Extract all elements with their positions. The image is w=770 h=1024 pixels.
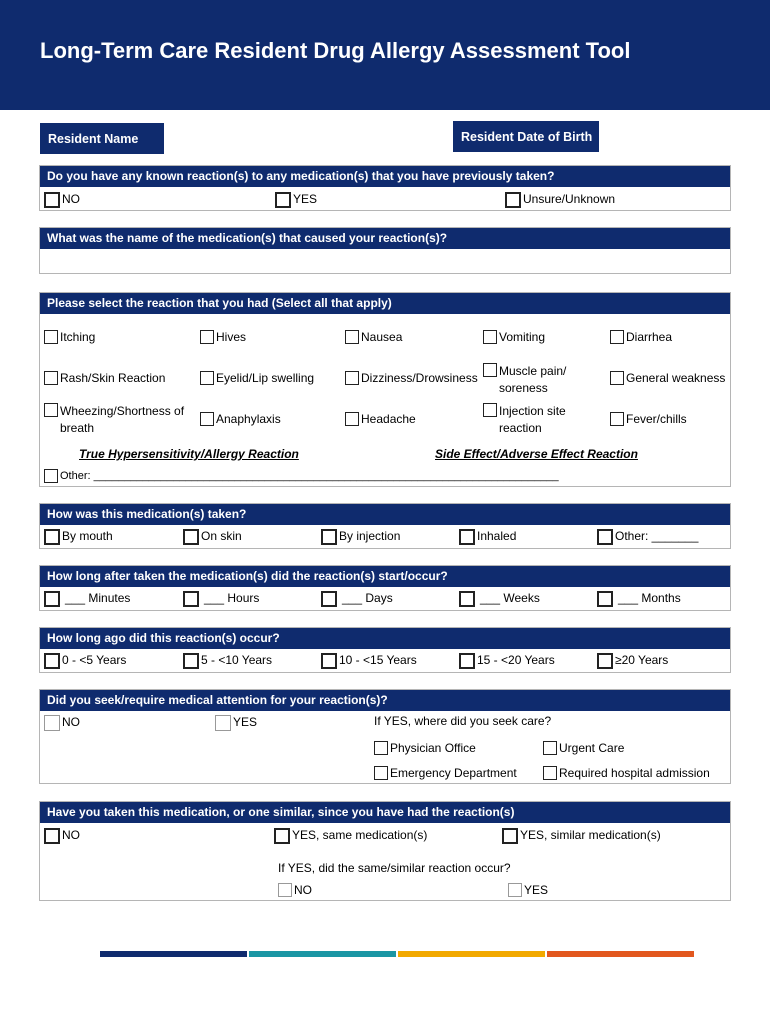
checkbox[interactable] [44, 192, 60, 208]
checkbox[interactable] [275, 192, 291, 208]
checkbox[interactable] [597, 529, 613, 545]
page-title: Long-Term Care Resident Drug Allergy Assessment Tool [40, 38, 631, 63]
checkbox[interactable] [278, 883, 292, 897]
onset-days[interactable]: ___ Days [321, 591, 393, 607]
q8-question: Have you taken this medication, or one similar, since you have had the reaction(s) [40, 802, 730, 823]
footer-bar-teal [249, 951, 396, 957]
same-reaction-no[interactable]: NO [278, 883, 312, 898]
checkbox[interactable] [597, 653, 613, 669]
checkbox[interactable] [459, 591, 475, 607]
retaken-same[interactable]: YES, same medication(s) [274, 828, 427, 844]
checkbox[interactable] [321, 653, 337, 669]
checkbox[interactable] [183, 529, 199, 545]
q5-question: How long after taken the medication(s) did the reaction(s) start/occur? [40, 566, 730, 587]
checkbox[interactable] [483, 363, 497, 377]
ago-5-10[interactable]: 5 - <10 Years [183, 653, 272, 669]
q4-question: How was this medication(s) taken? [40, 504, 730, 525]
checkbox[interactable] [543, 766, 557, 780]
route-inhaled[interactable]: Inhaled [459, 529, 516, 545]
attention-yes[interactable]: YES [215, 715, 257, 731]
onset-weeks[interactable]: ___ Weeks [459, 591, 540, 607]
reaction-dizziness[interactable]: Dizziness/Drowsiness [345, 371, 478, 386]
checkbox[interactable] [44, 653, 60, 669]
checkbox[interactable] [44, 469, 58, 483]
care-hospital-admission[interactable]: Required hospital admission [543, 766, 710, 781]
checkbox[interactable] [374, 766, 388, 780]
reaction-nausea[interactable]: Nausea [345, 330, 402, 345]
same-reaction-prompt: If YES, did the same/similar reaction occur? [278, 861, 511, 875]
care-urgent-care[interactable]: Urgent Care [543, 741, 624, 756]
retaken-no[interactable]: NO [44, 828, 80, 844]
checkbox[interactable] [215, 715, 231, 731]
reaction-muscle-pain[interactable]: Muscle pain/ soreness [483, 363, 577, 397]
q7-question: Did you seek/require medical attention for your reaction(s)? [40, 690, 730, 711]
checkbox[interactable] [321, 591, 337, 607]
reaction-hives[interactable]: Hives [200, 330, 246, 345]
q3-question: Please select the reaction that you had (Select all that apply) [40, 293, 730, 314]
reaction-wheezing[interactable]: Wheezing/Shortness of breath [44, 403, 190, 437]
reaction-fever-chills[interactable]: Fever/chills [610, 412, 687, 427]
allergy-reaction-heading: True Hypersensitivity/Allergy Reaction [79, 447, 299, 461]
checkbox[interactable] [200, 330, 214, 344]
q6-section [39, 627, 731, 673]
checkbox[interactable] [200, 412, 214, 426]
reaction-headache[interactable]: Headache [345, 412, 416, 427]
onset-months[interactable]: ___ Months [597, 591, 681, 607]
onset-hours[interactable]: ___ Hours [183, 591, 259, 607]
q1-option-unsure[interactable]: Unsure/Unknown [505, 192, 615, 208]
checkbox[interactable] [44, 529, 60, 545]
reaction-rash[interactable]: Rash/Skin Reaction [44, 371, 165, 386]
checkbox[interactable] [483, 403, 497, 417]
reaction-general-weakness[interactable]: General weakness [610, 371, 725, 386]
checkbox[interactable] [183, 653, 199, 669]
checkbox[interactable] [345, 371, 359, 385]
retaken-similar[interactable]: YES, similar medication(s) [502, 828, 661, 844]
checkbox[interactable] [543, 741, 557, 755]
checkbox[interactable] [508, 883, 522, 897]
q1-option-no[interactable]: NO [44, 192, 80, 208]
route-other[interactable]: Other: _______ [597, 529, 698, 545]
reaction-other[interactable]: Other: ____________________________________________________________________________ [44, 469, 559, 484]
resident-dob-label: Resident Date of Birth [453, 121, 599, 152]
resident-name-label: Resident Name [40, 123, 164, 154]
onset-minutes[interactable]: ___ Minutes [44, 591, 130, 607]
q1-option-yes[interactable]: YES [275, 192, 317, 208]
care-physician-office[interactable]: Physician Office [374, 741, 476, 756]
q2-section [39, 227, 731, 274]
checkbox[interactable] [459, 653, 475, 669]
reaction-injection-site[interactable]: Injection site reaction [483, 403, 579, 437]
ago-0-5[interactable]: 0 - <5 Years [44, 653, 126, 669]
checkbox[interactable] [44, 591, 60, 607]
checkbox[interactable] [321, 529, 337, 545]
checkbox[interactable] [345, 330, 359, 344]
reaction-vomiting[interactable]: Vomiting [483, 330, 545, 345]
attention-no[interactable]: NO [44, 715, 80, 731]
q8-section [39, 801, 731, 901]
checkbox[interactable] [44, 371, 58, 385]
q4-section [39, 503, 731, 549]
q1-question: Do you have any known reaction(s) to any medication(s) that you have previously taken? [40, 166, 730, 187]
checkbox[interactable] [610, 412, 624, 426]
ago-15-20[interactable]: 15 - <20 Years [459, 653, 555, 669]
q1-section [39, 165, 731, 211]
q3-section [39, 292, 731, 487]
q7-section [39, 689, 731, 784]
route-by-mouth[interactable]: By mouth [44, 529, 113, 545]
side-effect-heading: Side Effect/Adverse Effect Reaction [435, 447, 638, 461]
checkbox[interactable] [459, 529, 475, 545]
route-injection[interactable]: By injection [321, 529, 400, 545]
reaction-eyelid-swelling[interactable]: Eyelid/Lip swelling [200, 371, 314, 386]
reaction-anaphylaxis[interactable]: Anaphylaxis [200, 412, 281, 427]
checkbox[interactable] [610, 371, 624, 385]
medication-name-field[interactable] [40, 249, 730, 273]
same-reaction-yes[interactable]: YES [508, 883, 548, 898]
checkbox[interactable] [345, 412, 359, 426]
where-care-prompt: If YES, where did you seek care? [374, 714, 552, 728]
checkbox[interactable] [44, 403, 58, 417]
checkbox[interactable] [505, 192, 521, 208]
reaction-diarrhea[interactable]: Diarrhea [610, 330, 672, 345]
checkbox[interactable] [502, 828, 518, 844]
checkbox[interactable] [610, 330, 624, 344]
q5-section [39, 565, 731, 611]
reaction-itching[interactable]: Itching [44, 330, 95, 345]
checkbox[interactable] [44, 330, 58, 344]
checkbox[interactable] [44, 828, 60, 844]
checkbox[interactable] [374, 741, 388, 755]
checkbox[interactable] [597, 591, 613, 607]
footer-bar-navy [100, 951, 247, 957]
checkbox[interactable] [200, 371, 214, 385]
ago-10-15[interactable]: 10 - <15 Years [321, 653, 417, 669]
route-on-skin[interactable]: On skin [183, 529, 242, 545]
checkbox[interactable] [44, 715, 60, 731]
checkbox[interactable] [274, 828, 290, 844]
care-emergency-department[interactable]: Emergency Department [374, 766, 517, 781]
checkbox[interactable] [183, 591, 199, 607]
q6-question: How long ago did this reaction(s) occur? [40, 628, 730, 649]
ago-20-plus[interactable]: ≥20 Years [597, 653, 668, 669]
footer-bar-orange [547, 951, 694, 957]
q2-question: What was the name of the medication(s) that caused your reaction(s)? [40, 228, 730, 249]
checkbox[interactable] [483, 330, 497, 344]
footer-bar-yellow [398, 951, 545, 957]
